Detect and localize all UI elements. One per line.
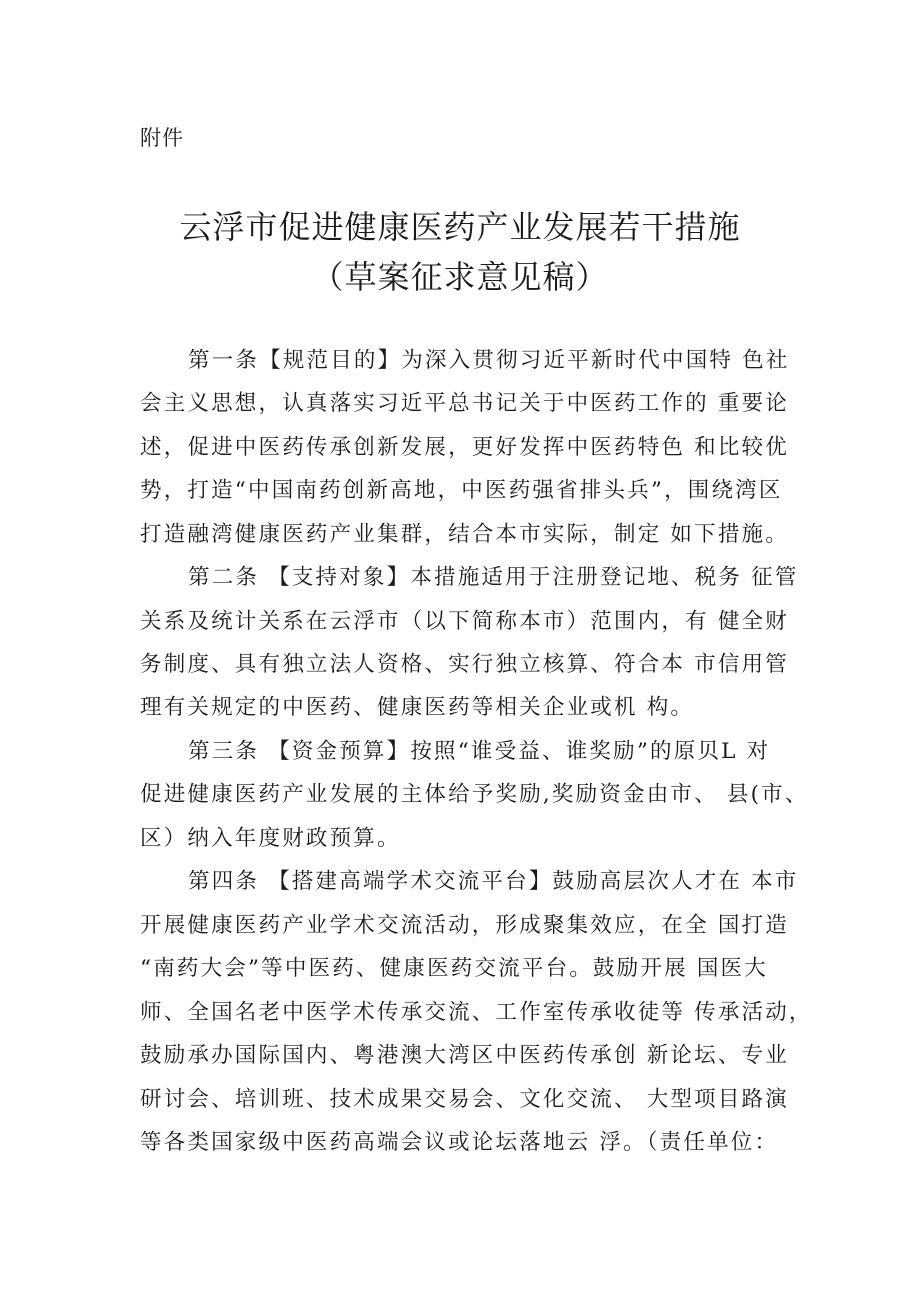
article-2-line-3: 务制度、具有独立法人资格、实行独立核算、符合本 市信用管 <box>140 652 789 677</box>
article-2-line-2: 关系及统计关系在云浮市（以下简称本市）范围内，有 健全财 <box>140 609 789 634</box>
article-4-line-6: 研讨会、培训班、技术成果交易会、文化交流、 大型项目路演 <box>140 1087 789 1112</box>
article-1-line-4: 势，打造“中国南药创新高地，中医药强省排头兵”，围绕湾区 <box>140 478 783 503</box>
article-4-line-5: 鼓励承办国际国内、粤港澳大湾区中医药传承创 新论坛、专业 <box>140 1043 789 1068</box>
article-4-line-1: 第四条 【搭建高端学术交流平台】鼓励高层次人才在 本市 <box>188 869 799 894</box>
article-4-line-4: 师、全国名老中医学术传承交流、工作室传承收徒等 传承活动， <box>140 1000 813 1025</box>
article-1-line-5: 打造融湾健康医药产业集群，结合本市实际，制定 如下措施。 <box>140 522 789 547</box>
document-title-line1: 云浮市促进健康医药产业发展若干措施 <box>179 208 741 246</box>
article-4-line-2: 开展健康医药产业学术交流活动，形成聚集效应，在全 国打造 <box>140 913 789 938</box>
article-2-line-1: 第二条 【支持对象】本措施适用于注册登记地、税务 征管 <box>188 565 799 590</box>
article-2-line-4: 理有关规定的中医药、健康医药等相关企业或机 构。 <box>140 695 695 720</box>
article-4-line-7: 等各类国家级中医药高端会议或论坛落地云 浮。（责任单位： <box>140 1130 779 1155</box>
article-3-line-1: 第三条 【资金预算】按照“谁受益、谁奖励”的原贝L 对 <box>188 739 771 764</box>
attachment-label: 附件 <box>140 126 184 150</box>
article-3-line-2: 促进健康医药产业发展的主体给予奖励,奖励资金由市、 县(市、 <box>140 782 809 807</box>
document-title-line2: （草案征求意见稿） <box>311 258 609 296</box>
article-1-line-1: 第一条【规范目的】为深入贯彻习近平新时代中国特 色社 <box>188 348 790 373</box>
article-1-line-2: 会主义思想，认真落实习近平总书记关于中医药工作的 重要论 <box>140 391 789 416</box>
article-1-line-3: 述，促进中医药传承创新发展，更好发挥中医药特色 和比较优 <box>140 435 789 460</box>
article-3-line-3: 区）纳入年度财政预算。 <box>140 826 401 851</box>
article-4-line-3: “南药大会”等中医药、健康医药交流平台。鼓励开展 国医大 <box>140 956 768 981</box>
